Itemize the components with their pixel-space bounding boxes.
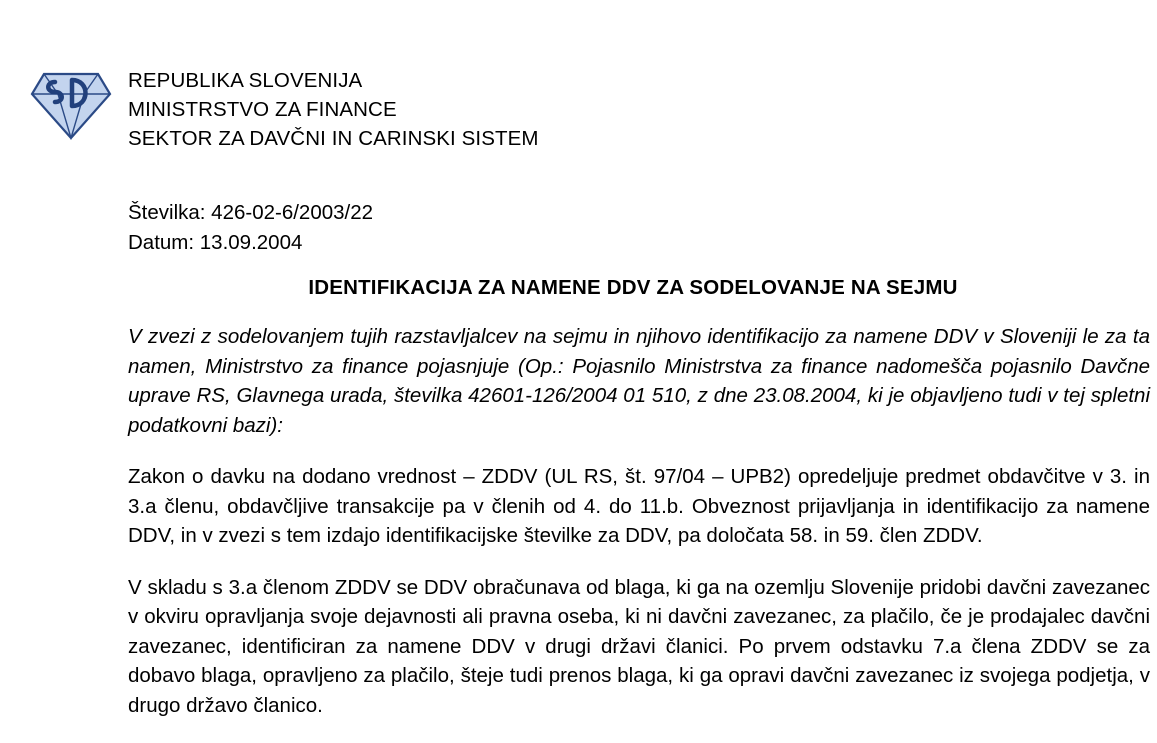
page-title: IDENTIFIKACIJA ZA NAMENE DDV ZA SODELOVANJE NA SEJMU <box>308 276 958 299</box>
paragraph-2: Zakon o davku na dodano vrednost – ZDDV (UL RS, št. 97/04 – UPB2) opredeljuje predmet obdavčitve v 3. in 3.a členu, obdavčljive transakcije pa v členih od 4. do 11.b. Obveznost prijavljanja in identifikacijo za namene DDV, in v zvezi s tem izdajo identifikacijske številke za DDV, pa določata 58. in 59. člen ZDDV. <box>128 465 1150 548</box>
reference-date: Datum: 13.09.2004 <box>128 230 303 254</box>
organization-block <box>128 66 539 153</box>
organization-line-3: SEKTOR ZA DAVČNI IN CARINSKI SISTEM <box>128 127 539 151</box>
reference-number: Številka: 426-02-6/2003/22 <box>128 201 374 224</box>
document-body <box>128 322 1150 720</box>
organization-line-2: MINISTRSTVO ZA FINANCE <box>128 98 397 122</box>
reference-block <box>128 198 373 257</box>
paragraph-3: V skladu s 3.a členom ZDDV se DDV obračunava od blaga, ki ga na ozemlju Slovenije pridobi davčni zavezanec v okviru opravljanja svoje dejavnosti ali pravna oseba, ki ni davčni zavezanec, za plačilo, če je prodajalec davčni zavezanec, identificiran za namene DDV v drugi državi članici. Po prvem odstavku 7.a člena ZDDV se za dobavo blaga, opravljeno za plačilo, šteje tudi prenos blaga, ki ga opravi davčni zavezanec iz svojega podjetja, v drugo državo članico. <box>128 575 1150 717</box>
letterhead <box>0 66 1157 153</box>
paragraph-1: V zvezi z sodelovanjem tujih razstavljalcev na sejmu in njihovo identifikacijo za namene DDV v Sloveniji le za ta namen, Ministrstvo za finance pojasnjuje (Op.: Pojasnilo Ministrstva za finance nadomešča pojasnilo Davčne uprave RS, Glavnega urada, številka 42601-126/2004 01 510, z dne 23.08.2004, ki je objavljeno tudi v tej spletni podatkovni bazi): <box>128 325 1150 437</box>
coat-of-arms-emblem-icon <box>28 68 118 140</box>
organization-line-1: REPUBLIKA SLOVENIJA <box>128 69 363 92</box>
